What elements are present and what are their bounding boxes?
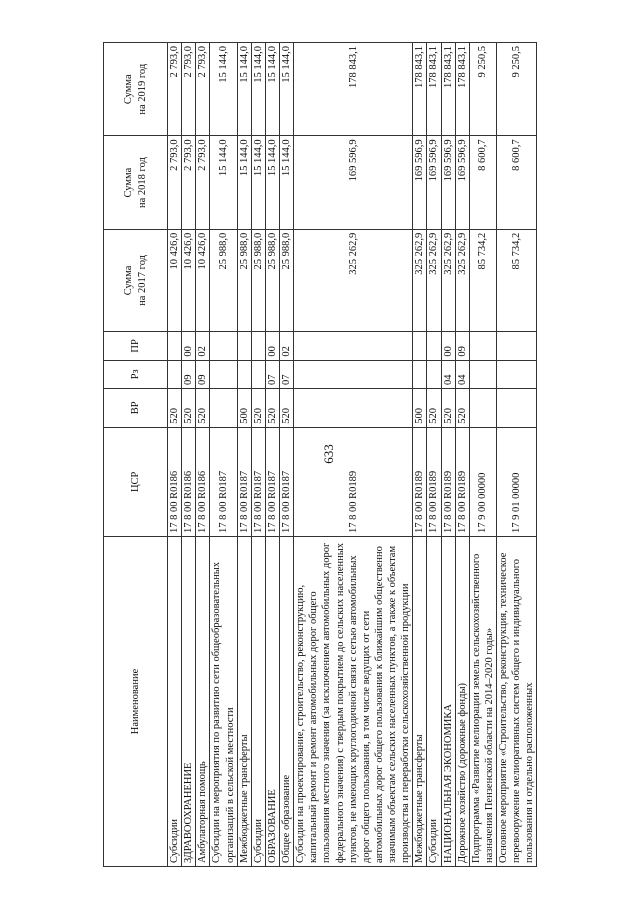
cell-name: ЗДРАВООХРАНЕНИЕ [182, 536, 196, 866]
cell-sum-2017: 25 988,0 [251, 229, 265, 331]
header-sum-2017-line2: на 2017 год [136, 255, 148, 306]
cell-pr: 00 [441, 332, 455, 360]
cell-sum-2019: 2 793,0 [168, 43, 182, 136]
cell-sum-2019: 9 250,5 [469, 43, 496, 136]
cell-csr: 17 9 00 00000 [469, 427, 496, 536]
header-sum-2017-line1: Сумма [123, 265, 135, 296]
cell-csr: 17 8 00 R0187 [265, 427, 279, 536]
header-csr: ЦСР [104, 427, 168, 536]
table-row [455, 43, 469, 867]
cell-vr: 500 [413, 389, 427, 428]
cell-sum-2018: 15 144,0 [265, 136, 279, 229]
cell-sum-2019: 178 843,1 [294, 43, 413, 136]
cell-rz [237, 360, 251, 388]
cell-sum-2017: 25 988,0 [265, 229, 279, 331]
cell-sum-2017: 85 734,2 [497, 229, 537, 331]
cell-rz [427, 360, 441, 388]
cell-sum-2018: 8 600,7 [469, 136, 496, 229]
cell-name: НАЦИОНАЛЬНАЯ ЭКОНОМИКА [441, 536, 455, 866]
cell-sum-2018: 15 144,0 [280, 136, 294, 229]
cell-rz: 04 [455, 360, 469, 388]
cell-pr [427, 332, 441, 360]
cell-csr: 17 8 00 R0189 [427, 427, 441, 536]
cell-name: Основное мероприятие «Строительство, реконструкция, техническое перевооружение мелиоративных систем общего и индивидуального пользования и отдельно расположенных [497, 536, 537, 866]
header-sum-2018-line2: на 2018 год [136, 157, 148, 208]
table-row [168, 43, 182, 867]
cell-name: Общее образование [280, 536, 294, 866]
table-row [280, 43, 294, 867]
cell-csr: 17 8 00 R0187 [210, 427, 237, 536]
cell-sum-2018: 2 793,0 [182, 136, 196, 229]
cell-csr: 17 9 01 00000 [497, 427, 537, 536]
cell-rz: 09 [182, 360, 196, 388]
cell-csr: 17 8 00 R0187 [280, 427, 294, 536]
cell-name: Дорожное хозяйство (дорожные фонды) [455, 536, 469, 866]
cell-csr: 17 8 00 R0186 [168, 427, 182, 536]
table-row [294, 43, 413, 867]
cell-sum-2017: 85 734,2 [469, 229, 496, 331]
cell-rz [210, 360, 237, 388]
cell-sum-2019: 178 843,1 [427, 43, 441, 136]
cell-sum-2019: 15 144,0 [251, 43, 265, 136]
header-row [104, 43, 168, 867]
cell-sum-2018: 15 144,0 [237, 136, 251, 229]
cell-vr: 520 [251, 389, 265, 428]
cell-pr [210, 332, 237, 360]
cell-csr: 17 8 00 R0186 [196, 427, 210, 536]
cell-rz [251, 360, 265, 388]
cell-csr: 17 8 00 R0189 [455, 427, 469, 536]
cell-csr: 17 8 00 R0189 [413, 427, 427, 536]
header-sum-2019-line2: на 2019 год [136, 63, 148, 115]
header-rz: Рз [104, 360, 168, 388]
cell-pr: 02 [196, 332, 210, 360]
cell-rz: 07 [265, 360, 279, 388]
cell-vr: 520 [182, 389, 196, 428]
cell-rz [413, 360, 427, 388]
cell-vr: 520 [168, 389, 182, 428]
cell-sum-2017: 25 988,0 [210, 229, 237, 331]
header-sum-2018 [104, 136, 168, 229]
cell-pr: 09 [455, 332, 469, 360]
cell-vr [294, 389, 413, 428]
cell-sum-2017: 10 426,0 [196, 229, 210, 331]
table-row [265, 43, 279, 867]
cell-pr [497, 332, 537, 360]
cell-vr [469, 389, 496, 428]
cell-sum-2018: 15 144,0 [251, 136, 265, 229]
cell-sum-2019: 9 250,5 [497, 43, 537, 136]
cell-sum-2018: 169 596,9 [441, 136, 455, 229]
table-row [427, 43, 441, 867]
table-row [237, 43, 251, 867]
cell-csr: 17 8 00 R0186 [182, 427, 196, 536]
cell-name: Субсидии на проектирование, строительство, реконструкцию, капитальный ремонт и ремонт автомобильных дорог общего пользования местного значения (за исключением автомобильных дорог федерального значения) с твердым покрытием до сельских населенных пунктов, не имеющих круглогодичной связи с сетью автомобильных дорог общего пользования, в том числе ведущих от сети автомобильных дорог общего пользования к ближайшим общественно значимым объектам сельских населенных пунктов, а также к объектам производства и переработки сельскохозяйственной продукции [294, 536, 413, 866]
cell-sum-2019: 178 843,1 [441, 43, 455, 136]
page-number: 633 [321, 444, 336, 464]
cell-vr: 520 [441, 389, 455, 428]
budget-table [103, 42, 537, 867]
header-sum-2018-line1: Сумма [123, 167, 135, 198]
cell-csr: 17 8 00 R0189 [441, 427, 455, 536]
cell-pr [294, 332, 413, 360]
cell-sum-2018: 169 596,9 [455, 136, 469, 229]
cell-sum-2017: 10 426,0 [168, 229, 182, 331]
header-sum-2019-line1: Сумма [123, 74, 135, 105]
cell-sum-2017: 25 988,0 [237, 229, 251, 331]
cell-name: Амбулаторная помощь [196, 536, 210, 866]
table-row [469, 43, 496, 867]
cell-vr: 520 [196, 389, 210, 428]
table-row [182, 43, 196, 867]
cell-vr: 520 [265, 389, 279, 428]
cell-name: Межбюджетные трансферты [237, 536, 251, 866]
cell-pr [413, 332, 427, 360]
cell-vr: 520 [427, 389, 441, 428]
cell-rz [497, 360, 537, 388]
cell-vr: 500 [237, 389, 251, 428]
cell-vr [497, 389, 537, 428]
rotated-document [103, 42, 536, 867]
cell-rz [168, 360, 182, 388]
cell-sum-2018: 2 793,0 [168, 136, 182, 229]
cell-name: Подпрограмма «Развитие мелиорации земель сельскохозяйственного назначения Пензенской области на 2014–2020 годы» [469, 536, 496, 866]
cell-name: Межбюджетные трансферты [413, 536, 427, 866]
cell-sum-2018: 15 144,0 [210, 136, 237, 229]
cell-sum-2018: 8 600,7 [497, 136, 537, 229]
cell-sum-2018: 169 596,9 [427, 136, 441, 229]
cell-pr: 00 [182, 332, 196, 360]
table-row [497, 43, 537, 867]
cell-sum-2017: 325 262,9 [294, 229, 413, 331]
cell-vr [210, 389, 237, 428]
cell-csr: 17 8 00 R0189 [294, 427, 413, 536]
table-row [210, 43, 237, 867]
cell-sum-2017: 325 262,9 [427, 229, 441, 331]
header-name: Наименование [104, 536, 168, 866]
cell-rz [469, 360, 496, 388]
cell-rz [294, 360, 413, 388]
cell-vr: 520 [280, 389, 294, 428]
cell-name: Субсидии [168, 536, 182, 866]
cell-name: Субсидии [251, 536, 265, 866]
cell-sum-2017: 325 262,9 [455, 229, 469, 331]
header-sum-2019 [104, 43, 168, 136]
cell-pr [168, 332, 182, 360]
cell-vr: 520 [455, 389, 469, 428]
table-row [196, 43, 210, 867]
cell-name: Субсидии на мероприятия по развитию сети общеобразовательных организаций в сельской местности [210, 536, 237, 866]
cell-sum-2019: 178 843,1 [455, 43, 469, 136]
cell-csr: 17 8 00 R0187 [237, 427, 251, 536]
table-body [168, 43, 537, 867]
cell-csr: 17 8 00 R0187 [251, 427, 265, 536]
cell-sum-2017: 25 988,0 [280, 229, 294, 331]
cell-rz: 09 [196, 360, 210, 388]
table-row [441, 43, 455, 867]
cell-sum-2018: 2 793,0 [196, 136, 210, 229]
header-vr: ВР [104, 389, 168, 428]
cell-sum-2019: 15 144,0 [265, 43, 279, 136]
cell-sum-2017: 325 262,9 [413, 229, 427, 331]
table-row [413, 43, 427, 867]
cell-pr: 00 [265, 332, 279, 360]
cell-rz: 04 [441, 360, 455, 388]
table-row [251, 43, 265, 867]
cell-sum-2019: 15 144,0 [210, 43, 237, 136]
cell-pr: 02 [280, 332, 294, 360]
cell-pr [251, 332, 265, 360]
cell-sum-2018: 169 596,9 [294, 136, 413, 229]
cell-sum-2019: 15 144,0 [280, 43, 294, 136]
cell-sum-2019: 2 793,0 [196, 43, 210, 136]
header-sum-2017 [104, 229, 168, 331]
cell-pr [237, 332, 251, 360]
cell-name: ОБРАЗОВАНИЕ [265, 536, 279, 866]
cell-name: Субсидии [427, 536, 441, 866]
cell-sum-2017: 10 426,0 [182, 229, 196, 331]
cell-rz: 07 [280, 360, 294, 388]
cell-sum-2017: 325 262,9 [441, 229, 455, 331]
cell-sum-2019: 178 843,1 [413, 43, 427, 136]
cell-sum-2018: 169 596,9 [413, 136, 427, 229]
header-pr: ПР [104, 332, 168, 360]
cell-pr [469, 332, 496, 360]
cell-sum-2019: 15 144,0 [237, 43, 251, 136]
cell-sum-2019: 2 793,0 [182, 43, 196, 136]
